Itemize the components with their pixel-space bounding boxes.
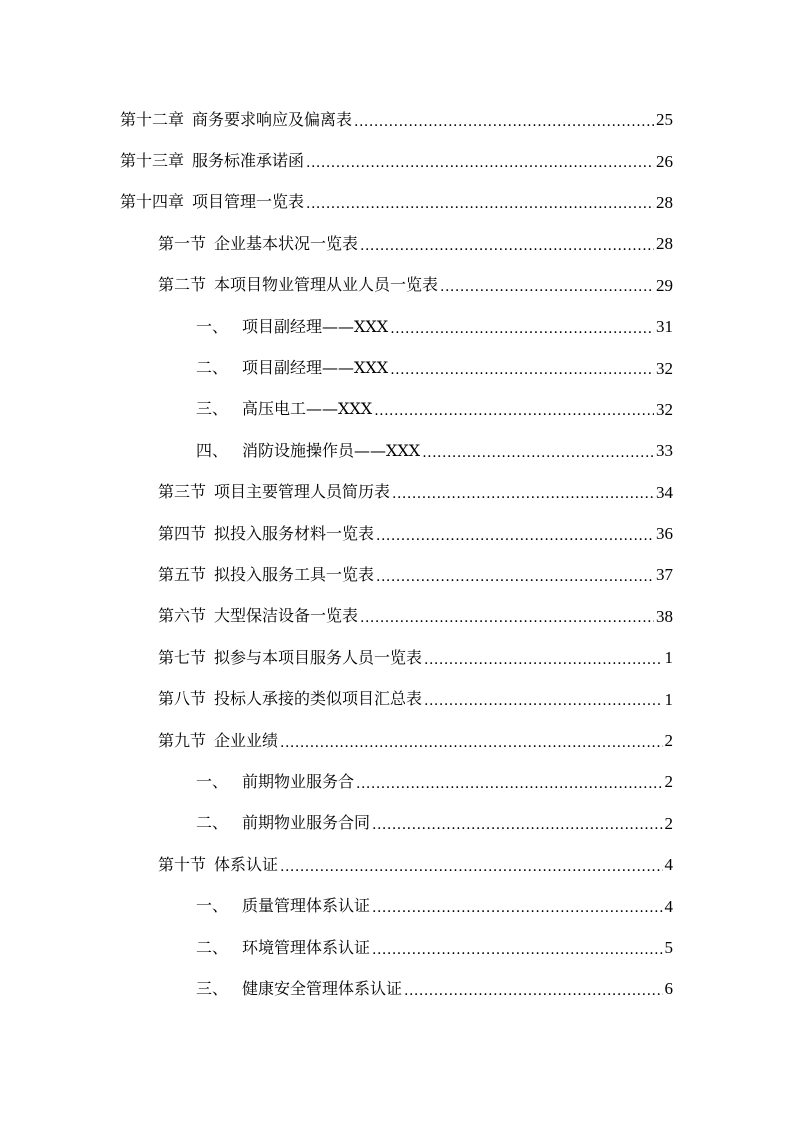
toc-page-number: 29 xyxy=(656,275,673,295)
toc-dot-leader xyxy=(404,984,662,998)
toc-entry-title: 商务要求响应及偏离表 xyxy=(192,109,353,129)
toc-page-number: 5 xyxy=(664,938,673,957)
toc-dot-leader xyxy=(390,363,654,377)
toc-page-number: 1 xyxy=(664,689,673,709)
toc-dot-leader xyxy=(390,322,654,336)
toc-entry-title: 前期物业服务合同 xyxy=(242,813,371,833)
toc-entry-title: 项目管理一览表 xyxy=(192,192,305,212)
toc-page-number: 25 xyxy=(656,110,673,130)
toc-page-number: 28 xyxy=(656,192,673,212)
toc-entry[interactable] xyxy=(0,430,793,471)
toc-dot-leader xyxy=(356,777,662,791)
toc-dot-leader xyxy=(422,446,654,460)
toc-entry-number: 二、 xyxy=(196,937,229,957)
table-of-contents xyxy=(0,99,793,1010)
toc-entry-number: 三、 xyxy=(196,399,229,419)
toc-dot-leader xyxy=(360,239,654,253)
toc-dot-leader xyxy=(424,653,662,667)
toc-entry-title: 健康安全管理体系认证 xyxy=(242,978,403,998)
toc-page-number: 2 xyxy=(664,772,673,792)
toc-entry-number: 第三节 xyxy=(158,482,207,502)
toc-entry[interactable] xyxy=(0,968,793,1009)
toc-dot-leader xyxy=(376,529,654,543)
toc-page-number: 26 xyxy=(656,151,673,171)
toc-page-number: 6 xyxy=(664,979,673,999)
toc-entry[interactable] xyxy=(0,554,793,595)
toc-dot-leader xyxy=(280,860,662,874)
toc-entry-number: 第七节 xyxy=(158,647,207,667)
toc-entry-number: 二、 xyxy=(196,813,229,833)
toc-entry[interactable] xyxy=(0,637,793,678)
toc-dot-leader xyxy=(306,156,654,170)
toc-entry[interactable] xyxy=(0,265,793,306)
toc-entry-title: 前期物业服务合 xyxy=(242,771,355,791)
toc-entry-title: 项目副经理——XXX xyxy=(242,358,389,378)
toc-entry-title: 消防设施操作员——XXX xyxy=(242,440,421,460)
toc-page-number: 37 xyxy=(656,565,673,585)
toc-dot-leader xyxy=(372,818,662,832)
toc-entry-title: 企业业绩 xyxy=(214,730,279,750)
toc-page-number: 33 xyxy=(656,441,673,461)
toc-entry-title: 服务标准承诺函 xyxy=(192,151,305,171)
toc-entry[interactable] xyxy=(0,678,793,719)
toc-entry[interactable] xyxy=(0,885,793,926)
toc-entry[interactable] xyxy=(0,182,793,223)
toc-entry-title: 拟投入服务工具一览表 xyxy=(214,564,375,584)
toc-entry-number: 第十节 xyxy=(158,854,207,874)
toc-entry-number: 第十二章 xyxy=(120,109,185,129)
toc-dot-leader xyxy=(440,280,654,294)
toc-entry-number: 第六节 xyxy=(158,606,207,626)
toc-entry-number: 二、 xyxy=(196,358,229,378)
toc-entry[interactable] xyxy=(0,927,793,968)
toc-entry-number: 第五节 xyxy=(158,564,207,584)
toc-entry-number: 三、 xyxy=(196,978,229,998)
toc-entry[interactable] xyxy=(0,140,793,181)
toc-entry[interactable] xyxy=(0,306,793,347)
toc-entry-title: 拟投入服务材料一览表 xyxy=(214,523,375,543)
toc-dot-leader xyxy=(360,611,654,625)
toc-dot-leader xyxy=(280,736,662,750)
toc-entry[interactable] xyxy=(0,844,793,885)
toc-page-number: 4 xyxy=(664,855,673,875)
toc-dot-leader xyxy=(392,487,654,501)
toc-page-number: 4 xyxy=(664,896,673,916)
toc-dot-leader xyxy=(372,901,662,915)
toc-dot-leader xyxy=(374,404,654,418)
toc-entry-number: 第十三章 xyxy=(120,151,185,171)
toc-entry-number: 第九节 xyxy=(158,730,207,750)
toc-entry-title: 投标人承接的类似项目汇总表 xyxy=(214,689,423,709)
toc-entry[interactable] xyxy=(0,472,793,513)
toc-entry-title: 拟参与本项目服务人员一览表 xyxy=(214,647,423,667)
toc-entry-title: 大型保洁设备一览表 xyxy=(214,606,359,626)
toc-dot-leader xyxy=(306,197,654,211)
toc-entry-title: 高压电工——XXX xyxy=(242,399,373,419)
toc-page-number: 32 xyxy=(656,399,673,419)
toc-dot-leader xyxy=(354,115,654,129)
toc-page-number: 28 xyxy=(656,234,673,254)
toc-entry[interactable] xyxy=(0,761,793,802)
toc-entry-title: 本项目物业管理从业人员一览表 xyxy=(214,275,439,295)
toc-entry-number: 一、 xyxy=(196,316,229,336)
toc-entry-title: 企业基本状况一览表 xyxy=(214,233,359,253)
toc-dot-leader xyxy=(376,570,654,584)
toc-entry[interactable] xyxy=(0,513,793,554)
toc-page-number: 38 xyxy=(656,606,673,626)
toc-entry-title: 项目副经理——XXX xyxy=(242,316,389,336)
toc-entry-number: 四、 xyxy=(196,440,229,460)
toc-dot-leader xyxy=(424,694,662,708)
toc-entry-number: 一、 xyxy=(196,896,229,916)
toc-page-number: 31 xyxy=(656,317,673,337)
toc-entry-number: 第二节 xyxy=(158,275,207,295)
toc-entry-number: 第八节 xyxy=(158,689,207,709)
toc-entry-title: 项目主要管理人员简历表 xyxy=(214,482,391,502)
toc-entry-title: 体系认证 xyxy=(214,854,279,874)
toc-page-number: 2 xyxy=(664,731,673,751)
toc-entry-number: 第四节 xyxy=(158,523,207,543)
toc-page-number: 32 xyxy=(656,358,673,378)
toc-entry-number: 一、 xyxy=(196,771,229,791)
toc-entry[interactable] xyxy=(0,347,793,388)
toc-entry[interactable] xyxy=(0,596,793,637)
toc-entry[interactable] xyxy=(0,720,793,761)
toc-page-number: 2 xyxy=(664,813,673,833)
toc-entry[interactable] xyxy=(0,99,793,140)
toc-entry-title: 质量管理体系认证 xyxy=(242,896,371,916)
toc-entry[interactable] xyxy=(0,803,793,844)
toc-dot-leader xyxy=(372,943,662,957)
toc-entry-number: 第一节 xyxy=(158,233,207,253)
toc-page-number: 34 xyxy=(656,482,673,502)
toc-page-number: 1 xyxy=(664,648,673,668)
toc-entry[interactable] xyxy=(0,389,793,430)
toc-entry-number: 第十四章 xyxy=(120,192,185,212)
toc-entry-title: 环境管理体系认证 xyxy=(242,937,371,957)
toc-page-number: 36 xyxy=(656,524,673,544)
toc-entry[interactable] xyxy=(0,223,793,264)
